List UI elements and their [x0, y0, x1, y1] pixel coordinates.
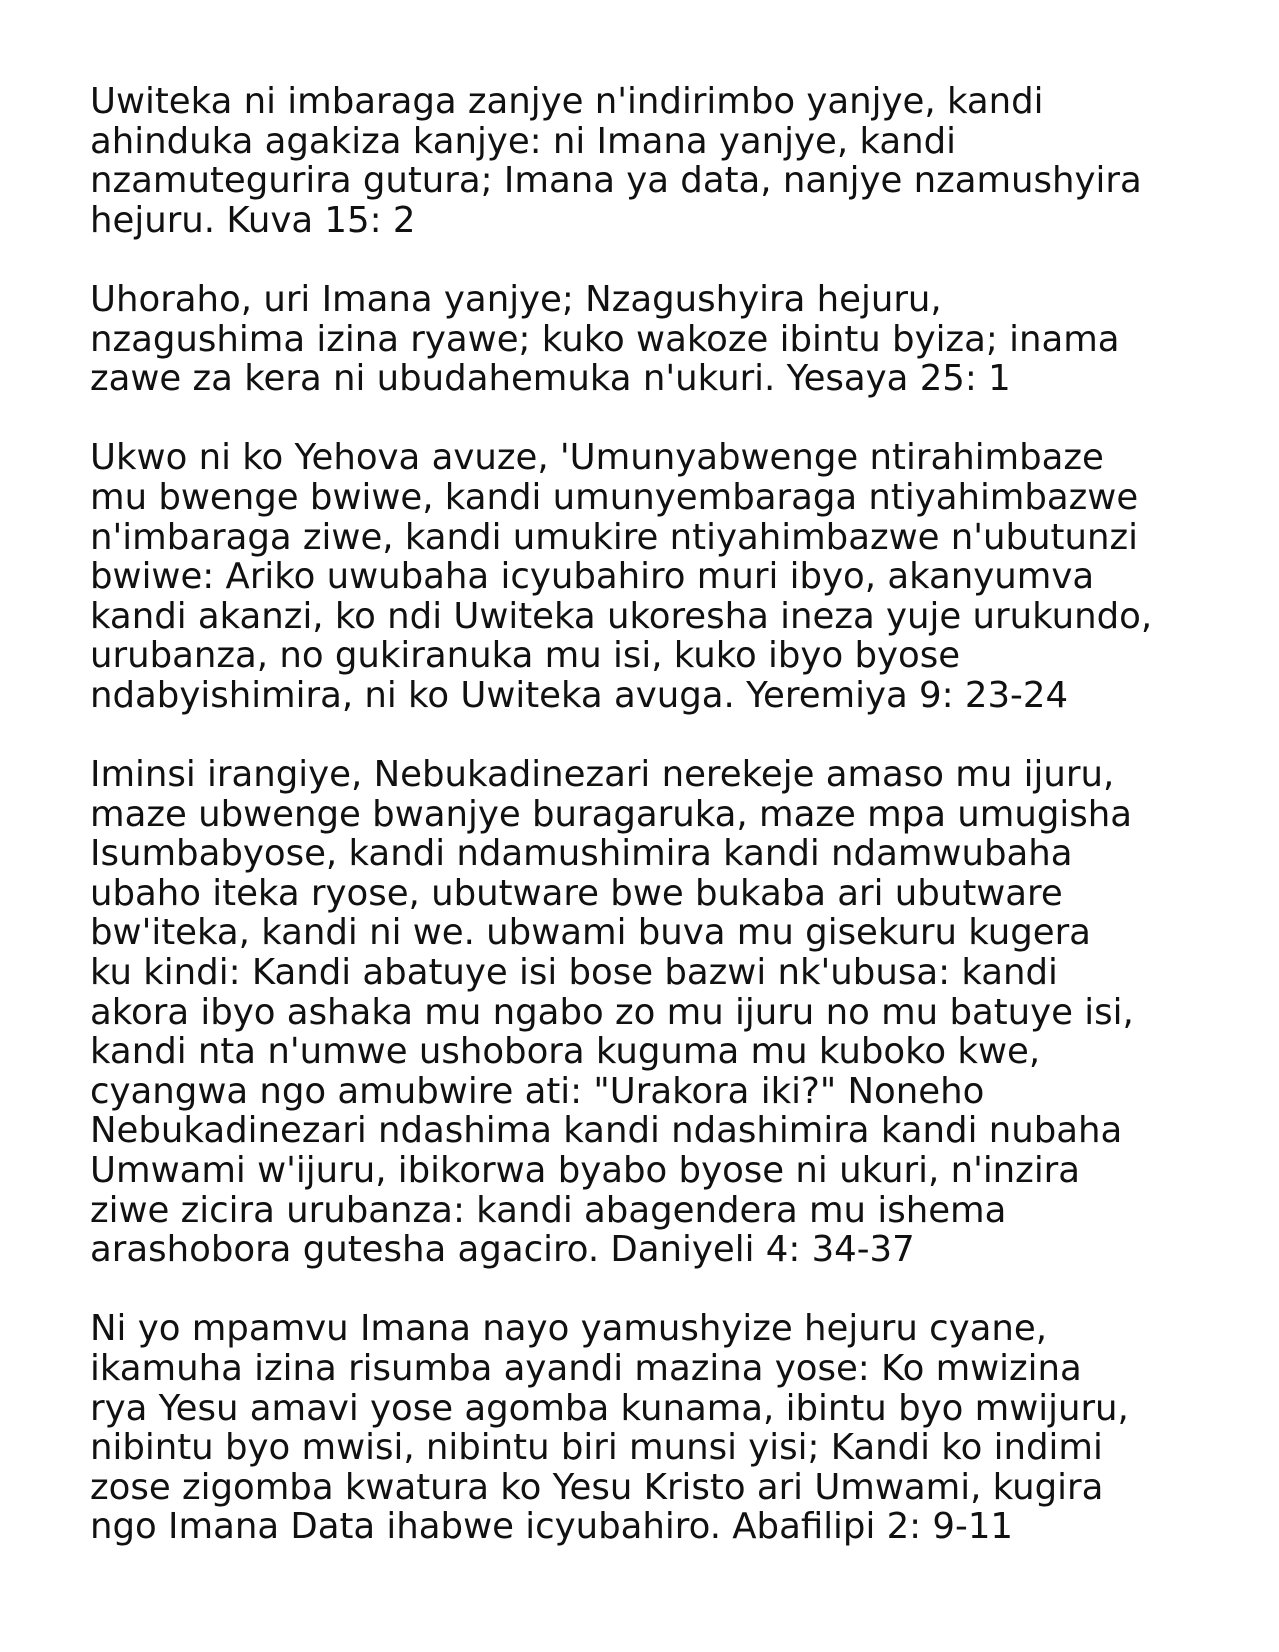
text-line: Nebukadinezari ndashima kandi ndashimira kandi nubaha	[90, 1110, 1123, 1152]
passage-abafilipi	[90, 1309, 1240, 1547]
text-line: Uwiteka ni imbaraga zanjye n'indirimbo yanjye, kandi	[90, 81, 1044, 122]
text-line: mu bwenge bwiwe, kandi umunyembaraga ntiyahimbazwe	[90, 476, 1139, 518]
text-line: ndabyishimira, ni ko Uwiteka avuga. Yeremiya 9: 23-24	[90, 674, 1069, 716]
text-line: Uhoraho, uri Imana yanjye; Nzagushyira hejuru,	[90, 278, 942, 320]
passage-daniyeli	[90, 755, 1240, 1270]
text-line: ngo Imana Data ihabwe icyubahiro. Abafilipi 2: 9-11	[90, 1506, 1013, 1548]
text-line: bw'iteka, kandi ni we. ubwami buva mu gisekuru kugera	[90, 912, 1091, 954]
passage-kuva	[90, 82, 1240, 240]
text-line: ku kindi: Kandi abatuye isi bose bazwi nk'ubusa: kandi	[90, 952, 1058, 994]
text-line: n'imbaraga ziwe, kandi umukire ntiyahimbazwe n'ubutunzi	[90, 516, 1138, 558]
text-line: Iminsi irangiye, Nebukadinezari nerekeje amaso mu ijuru,	[90, 754, 1115, 796]
text-line: cyangwa ngo amubwire ati: "Urakora iki?" Noneho	[90, 1070, 985, 1112]
text-line: ziwe zicira urubanza: kandi abagendera mu ishema	[90, 1189, 1007, 1231]
text-line: kandi akanzi, ko ndi Uwiteka ukoresha ineza yuje urukundo,	[90, 595, 1153, 637]
passage-yesaya	[90, 280, 1240, 399]
text-line: arashobora gutesha agaciro. Daniyeli 4: 34-37	[90, 1229, 915, 1271]
text-line: ubaho iteka ryose, ubutware bwe bukaba ari ubutware	[90, 872, 1063, 914]
text-line: bwiwe: Ariko uwubaha icyubahiro muri ibyo, akanyumva	[90, 556, 1095, 598]
text-line: ahinduka agakiza kanjye: ni Imana yanjye, kandi	[90, 120, 957, 162]
text-line: rya Yesu amavi yose agomba kunama, ibintu byo mwijuru,	[90, 1387, 1129, 1429]
text-line: hejuru. Kuva 15: 2	[90, 199, 416, 241]
text-line: kandi nta n'umwe ushobora kuguma mu kuboko kwe,	[90, 1031, 1041, 1073]
text-line: akora ibyo ashaka mu ngabo zo mu ijuru no mu batuye isi,	[90, 991, 1134, 1033]
passage-yeremiya	[90, 438, 1240, 715]
text-line: nibintu byo mwisi, nibintu biri munsi yisi; Kandi ko indimi	[90, 1427, 1103, 1469]
text-line: maze ubwenge bwanjye buragaruka, maze mpa umugisha	[90, 793, 1132, 835]
text-line: Isumbabyose, kandi ndamushimira kandi ndamwubaha	[90, 833, 1073, 875]
document-body	[90, 82, 1240, 1587]
text-line: zawe za kera ni ubudahemuka n'ukuri. Yesaya 25: 1	[90, 358, 1011, 400]
text-line: nzamutegurira gutura; Imana ya data, nanjye nzamushyira	[90, 160, 1142, 202]
text-line: ikamuha izina risumba ayandi mazina yose: Ko mwizina	[90, 1348, 1082, 1389]
text-line: Ukwo ni ko Yehova avuze, 'Umunyabwenge ntirahimbaze	[90, 437, 1104, 479]
text-line: urubanza, no gukiranuka mu isi, kuko ibyo byose	[90, 635, 961, 677]
text-line: Ni yo mpamvu Imana nayo yamushyize hejuru cyane,	[90, 1308, 1048, 1350]
text-line: Umwami w'ijuru, ibikorwa byabo byose ni ukuri, n'inzira	[90, 1150, 1081, 1192]
text-line: zose zigomba kwatura ko Yesu Kristo ari Umwami, kugira	[90, 1466, 1104, 1508]
text-line: nzagushima izina ryawe; kuko wakoze ibintu byiza; inama	[90, 318, 1120, 360]
